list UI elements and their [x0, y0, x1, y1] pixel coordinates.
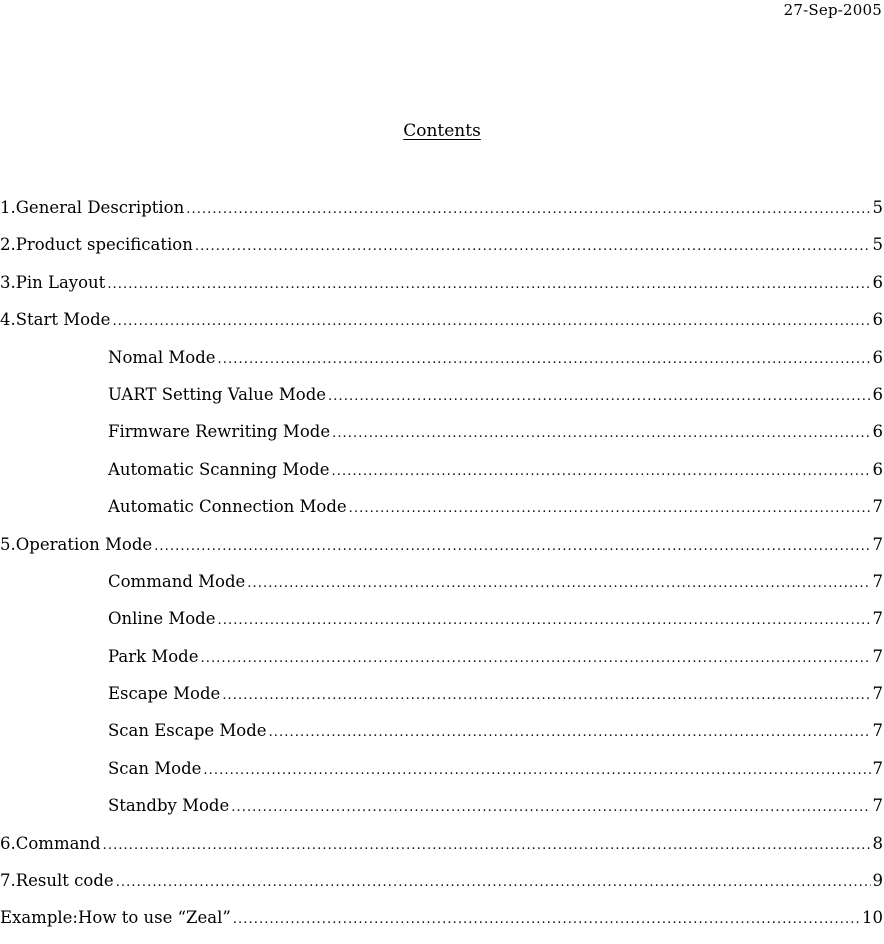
toc-entry-label: Scan Mode [108, 757, 201, 781]
dot-leader [269, 721, 871, 745]
dot-leader [328, 385, 870, 409]
toc-entry-page: 6 [873, 271, 884, 295]
toc-subentry[interactable] [0, 420, 884, 457]
dot-leader [154, 535, 870, 559]
dot-leader [112, 310, 870, 334]
toc-entry-label: Online Mode [108, 607, 216, 631]
dot-leader [218, 348, 871, 372]
toc-subentry[interactable] [0, 570, 884, 607]
dot-leader [349, 497, 871, 521]
toc-entry-label: 7.Result code [0, 869, 114, 893]
toc-entry-page: 10 [862, 906, 884, 930]
contents-title: Contents [403, 121, 481, 141]
toc-entry-label: 3.Pin Layout [0, 271, 105, 295]
toc-entry-label: 4.Start Mode [0, 308, 110, 332]
dot-leader [116, 871, 871, 895]
dot-leader [247, 572, 870, 596]
toc-subentry[interactable] [0, 495, 884, 532]
dot-leader [332, 460, 871, 484]
dot-leader [332, 422, 870, 446]
dot-leader [203, 759, 870, 783]
toc-entry-page: 5 [873, 196, 884, 220]
toc-entry-page: 9 [873, 869, 884, 893]
toc-subentry[interactable] [0, 719, 884, 756]
contents-heading [0, 119, 884, 143]
toc-entry-label: Escape Mode [108, 682, 220, 706]
toc-entry[interactable] [0, 906, 884, 943]
toc-entry-page: 7 [873, 757, 884, 781]
toc-entry-page: 7 [873, 682, 884, 706]
toc-entry[interactable] [0, 196, 884, 233]
dot-leader [186, 198, 870, 222]
toc-subentry[interactable] [0, 383, 884, 420]
dot-leader [200, 647, 870, 671]
toc-entry-page: 7 [873, 570, 884, 594]
toc-entry-page: 6 [873, 346, 884, 370]
toc-entry-label: Example:How to use “Zeal” [0, 906, 231, 930]
toc-entry-label: 6.Command [0, 832, 101, 856]
toc-entry[interactable] [0, 832, 884, 869]
toc-entry[interactable] [0, 308, 884, 345]
toc-entry-label: 1.General Description [0, 196, 184, 220]
toc-subentry[interactable] [0, 794, 884, 831]
toc-entry-label: Firmware Rewriting Mode [108, 420, 330, 444]
toc-entry[interactable] [0, 233, 884, 270]
dot-leader [222, 684, 870, 708]
dot-leader [103, 834, 871, 858]
toc-entry-label: Automatic Connection Mode [108, 495, 347, 519]
toc-entry[interactable] [0, 271, 884, 308]
toc-entry-page: 8 [873, 832, 884, 856]
toc-entry[interactable] [0, 869, 884, 906]
toc-entry-page: 7 [873, 645, 884, 669]
toc-subentry[interactable] [0, 458, 884, 495]
toc-entry-page: 5 [873, 233, 884, 257]
toc-entry-page: 7 [873, 533, 884, 557]
toc-entry-label: UART Setting Value Mode [108, 383, 326, 407]
toc-entry-label: Automatic Scanning Mode [108, 458, 330, 482]
toc-entry-label: Standby Mode [108, 794, 229, 818]
toc-subentry[interactable] [0, 645, 884, 682]
toc-entry-page: 6 [873, 458, 884, 482]
toc-entry-label: Scan Escape Mode [108, 719, 267, 743]
toc-entry-page: 7 [873, 719, 884, 743]
toc-entry-page: 6 [873, 308, 884, 332]
toc-entry[interactable] [0, 533, 884, 570]
toc-subentry[interactable] [0, 757, 884, 794]
toc-entry-label: 2.Product specification [0, 233, 193, 257]
document-date: 27-Sep-2005 [784, 0, 882, 20]
toc-entry-label: 5.Operation Mode [0, 533, 152, 557]
dot-leader [231, 796, 870, 820]
dot-leader [107, 273, 870, 297]
toc-subentry[interactable] [0, 346, 884, 383]
toc-subentry[interactable] [0, 682, 884, 719]
table-of-contents [0, 196, 884, 944]
toc-entry-label: Nomal Mode [108, 346, 216, 370]
toc-entry-label: Park Mode [108, 645, 198, 669]
toc-entry-page: 6 [873, 420, 884, 444]
toc-entry-label: Command Mode [108, 570, 245, 594]
toc-entry-page: 7 [873, 495, 884, 519]
toc-entry-page: 6 [873, 383, 884, 407]
toc-entry-page: 7 [873, 607, 884, 631]
toc-subentry[interactable] [0, 607, 884, 644]
dot-leader [233, 908, 860, 932]
toc-entry-page: 7 [873, 794, 884, 818]
dot-leader [218, 609, 871, 633]
dot-leader [195, 235, 871, 259]
